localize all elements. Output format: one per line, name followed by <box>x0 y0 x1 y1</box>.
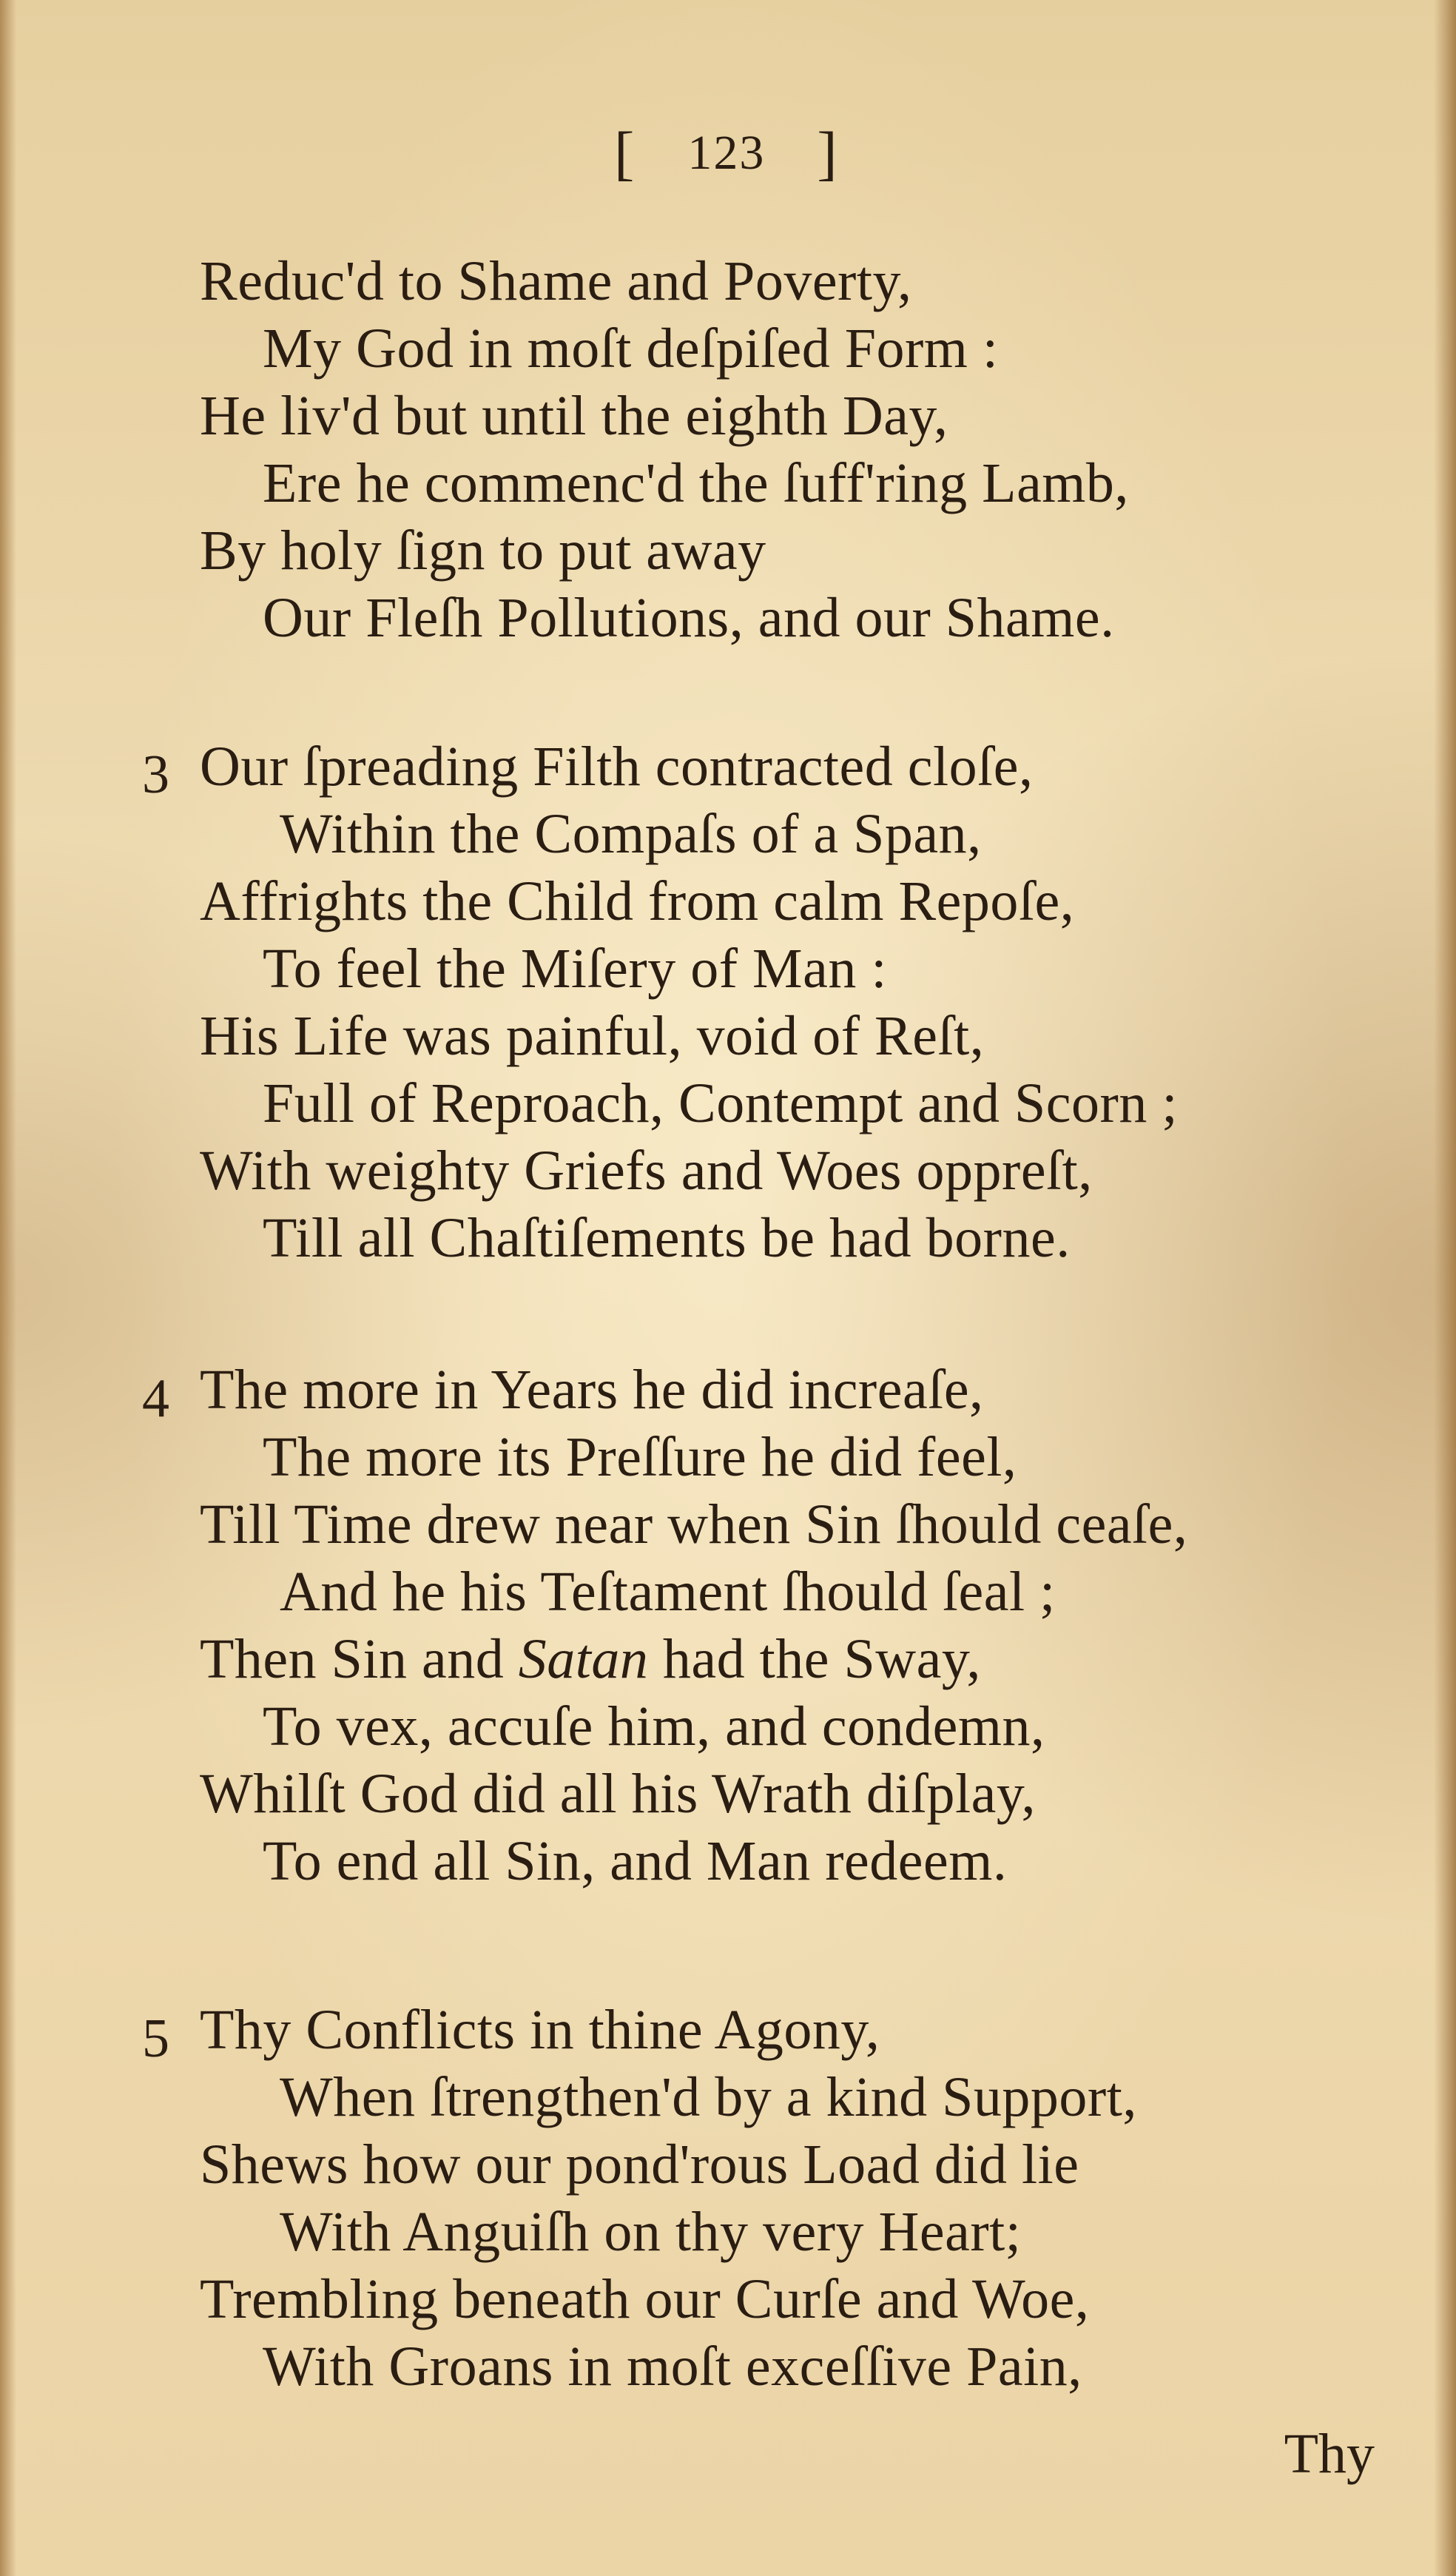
catchword: Thy <box>1284 2423 1375 2485</box>
verse-line: Shews how our pond'rous Load did lie <box>200 2133 1079 2196</box>
verse-line: With Groans in moſt exceſſive Pain, <box>263 2335 1082 2398</box>
page-header <box>614 118 839 188</box>
verse-line: Our Fleſh Pollutions, and our Shame. <box>263 587 1115 649</box>
stanza-number: 5 <box>142 2008 169 2069</box>
verse-line-text: had the Sway, <box>648 1628 981 1690</box>
verse-line: Whilſt God did all his Wrath diſplay, <box>200 1763 1036 1825</box>
verse-line: Within the Compaſs of a Span, <box>280 803 982 865</box>
verse-line: Affrights the Child from calm Repoſe, <box>200 870 1075 932</box>
page-number: 123 <box>687 126 766 180</box>
verse-line: And he his Teſtament ſhould ſeal ; <box>280 1561 1056 1623</box>
verse-line: With Anguiſh on thy very Heart; <box>280 2201 1022 2263</box>
page-left-edge-shadow <box>0 0 16 2576</box>
verse-line: Reduc'd to Shame and Poverty, <box>200 250 912 312</box>
verse-line: My God in moſt deſpiſed Form : <box>263 317 999 380</box>
verse-line: His Life was painful, void of Reſt, <box>200 1005 985 1067</box>
verse-line: The more in Years he did increaſe, <box>200 1359 984 1421</box>
verse-line-italic-satan: Satan <box>518 1628 649 1690</box>
verse-line: Trembling beneath our Curſe and Woe, <box>200 2268 1090 2330</box>
verse-line: He liv'd but until the eighth Day, <box>200 385 948 447</box>
verse-line: With weighty Griefs and Woes oppreſt, <box>200 1140 1093 1202</box>
verse-line: By holy ſign to put away <box>200 519 766 582</box>
verse-line: Full of Reproach, Contempt and Scorn ; <box>263 1072 1178 1134</box>
header-open-bracket: [ <box>614 119 636 186</box>
verse-line: Till all Chaſtiſements be had borne. <box>263 1207 1071 1269</box>
verse-line: Our ſpreading Filth contracted cloſe, <box>200 736 1034 798</box>
header-close-bracket: ] <box>817 119 839 186</box>
stanza-number: 3 <box>142 744 169 805</box>
page-right-edge-shadow <box>1434 0 1456 2576</box>
stanza-number: 4 <box>142 1368 169 1429</box>
verse-line: When ſtrengthen'd by a kind Support, <box>280 2066 1137 2128</box>
verse-line <box>200 1628 981 1690</box>
verse-line: Thy Conflicts in thine Agony, <box>200 1999 880 2061</box>
verse-line-text: Then Sin and <box>200 1628 519 1690</box>
verse-line: The more its Preſſure he did feel, <box>263 1426 1017 1488</box>
verse-line: Till Time drew near when Sin ſhould ceaſe, <box>200 1493 1188 1556</box>
verse-line: Ere he commenc'd the ſuff'ring Lamb, <box>263 452 1129 514</box>
verse-line: To feel the Miſery of Man : <box>263 938 887 1000</box>
verse-line: To vex, accuſe him, and condemn, <box>263 1695 1045 1758</box>
verse-line: To end all Sin, and Man redeem. <box>263 1830 1008 1892</box>
